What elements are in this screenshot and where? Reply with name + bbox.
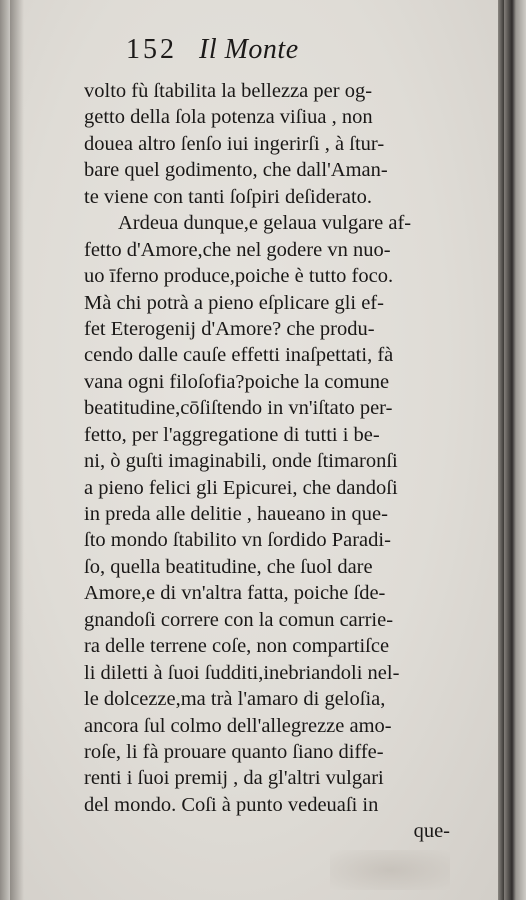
page-edge [498,0,504,900]
text-line: te viene con tanti ſoſpiri deſiderato. [84,185,373,208]
catchword: que- [413,820,450,843]
text-line: a pieno felici gli Epicurei, che dandoſi [84,476,398,499]
text-line: ancora ſul colmo dell'allegrezze amo- [84,714,392,737]
text-line: ſto mondo ſtabilito vn ſordido Paradi- [84,529,391,552]
text-line: bare quel godimento, che dall'Aman- [84,159,388,182]
text-line: del mondo. Coſi à punto vedeuaſi in [84,793,379,816]
text-line: beatitudine,cōſiſtendo in vn'iſtato per- [84,397,393,420]
text-line: cendo dalle cauſe effetti inaſpettati, fà [84,344,394,367]
page-number: 152 [126,34,177,65]
text-line: fetto, per l'aggregatione di tutti i be- [84,423,380,446]
text-line: renti i ſuoi premij , da gl'altri vulgari [84,767,384,790]
text-line: vana ogni filoſofia?poiche la comune [84,370,390,393]
text-line: Amore,e di vn'altra fatta, poiche ſde- [84,582,386,605]
body-text [84,78,478,845]
text-line: fet Eterogenij d'Amore? che produ- [84,317,375,340]
text-line: ra delle terrene coſe, non compartiſce [84,635,390,658]
text-line: fetto d'Amore,che nel godere vn nuo- [84,238,391,261]
text-line: in preda alle delitie , haueano in que- [84,503,388,525]
text-line: le dolcezze,ma trà l'amaro di geloſia, [84,688,386,711]
text-line: volto fù ſtabilita la bellezza per og- [84,80,373,102]
running-title: Il Monte [199,34,299,65]
text-line: ſo, quella beatitudine, che ſuol dare [84,555,373,578]
spine-shadow [10,0,24,900]
paper-stain [330,850,450,890]
paragraph-start-line: Ardeua dunque,e gelaua vulgare af- [118,212,412,235]
text-line: Mà chi potrà a pieno eſplicare gli ef- [84,291,384,314]
text-line: getto della ſola potenza viſiua , non [84,106,373,129]
text-line: uo īferno produce,poiche è tutto foco. [84,265,394,288]
text-line: douea altro ſenſo iui ingerirſi , à ſtur- [84,132,385,155]
text-line: roſe, li fà prouare quanto ſiano diffe- [84,740,384,763]
text-line: ni, ò guſti imaginabili, onde ſtimaronſi [84,450,398,473]
page-header [126,36,299,64]
text-line: li diletti à ſuoi ſudditi,inebriandoli nel- [84,661,400,684]
text-line: gnandoſi correre con la comun carrie- [84,608,394,631]
